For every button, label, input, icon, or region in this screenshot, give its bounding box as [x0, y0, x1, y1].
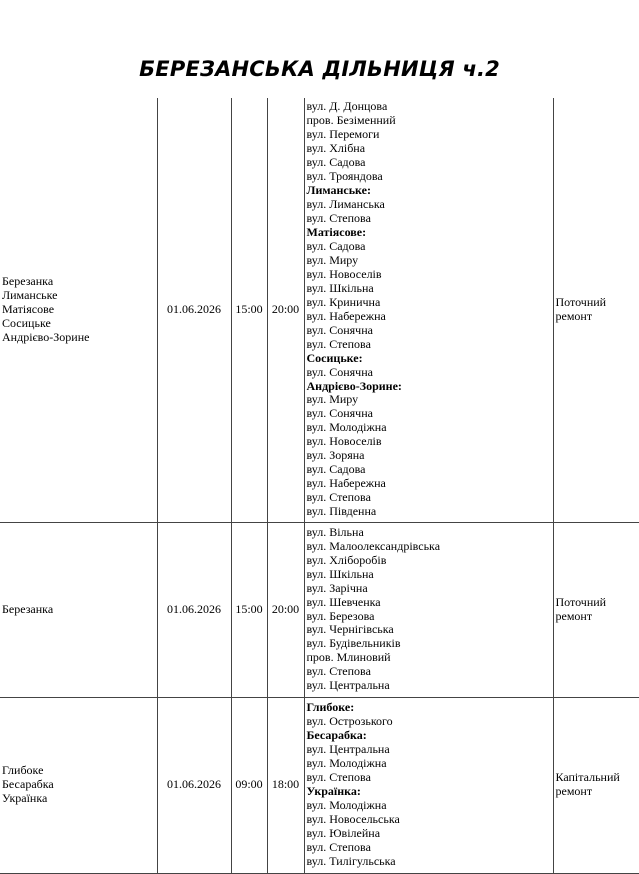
street-item: вул. Перемоги — [306, 127, 380, 142]
street-item: вул. Набережна — [306, 476, 386, 491]
street-item: вул. Шкільна — [306, 280, 374, 295]
street-item: вул. Молодіжна — [306, 420, 387, 435]
settlement-heading: Глибоке: — [306, 700, 355, 715]
street-item: вул. Набережна — [306, 308, 386, 323]
settlement-heading: Українка: — [306, 784, 361, 798]
table-row — [0, 522, 639, 697]
end-time-cell: 20:00 — [267, 98, 304, 522]
street-item: вул. Центральна — [306, 742, 390, 757]
date-cell: 01.06.2026 — [157, 522, 231, 697]
street-item: вул. Степова — [306, 770, 371, 785]
settlements-cell: Березанка Лиманське Матіясове Сосицьке Андрієво-Зорине — [0, 98, 157, 522]
settlements-cell: Березанка — [0, 522, 157, 697]
street-item: вул. Шевченка — [306, 594, 381, 609]
street-item: вул. Степова — [306, 664, 371, 679]
settlement-heading: Бесарабка: — [306, 728, 367, 743]
street-item: вул. Степова — [306, 839, 371, 854]
street-item: вул. Вільна — [306, 524, 364, 539]
street-item: вул. Зарічна — [306, 580, 368, 595]
street-item: вул. Сонячна — [306, 406, 373, 421]
street-item: вул. Південна — [306, 504, 377, 519]
street-item: вул. Малоолександрівська — [306, 538, 441, 553]
street-item: вул. Будівельників — [306, 636, 401, 651]
street-item: вул. Новосельська — [306, 811, 400, 826]
settlement-heading: Сосицьке: — [306, 350, 363, 365]
date-cell: 01.06.2026 — [157, 697, 231, 873]
street-item: вул. Степова — [306, 211, 371, 226]
street-item: вул. Новоселів — [306, 266, 382, 281]
street-item: вул. Острозького — [306, 714, 393, 729]
street-item: вул. Миру — [306, 392, 359, 407]
street-item: вул. Садова — [306, 462, 366, 477]
work-type-cell: Поточний ремонт — [553, 522, 639, 697]
outage-schedule-table — [0, 98, 639, 874]
street-item: вул. Хлібна — [306, 141, 366, 156]
street-item: вул. Миру — [306, 252, 359, 267]
street-item: вул. Лиманська — [306, 197, 385, 212]
settlements-cell: Глибоке Бесарабка Українка — [0, 697, 157, 873]
streets-cell — [304, 697, 553, 873]
settlement-heading: Лиманське: — [306, 183, 371, 198]
street-item: пров. Млиновий — [306, 650, 391, 665]
table-row — [0, 98, 639, 522]
street-item: вул. Тилігульська — [306, 853, 396, 868]
settlement-heading: Андрієво-Зорине: — [306, 378, 402, 393]
street-item: вул. Молодіжна — [306, 756, 387, 771]
street-item: вул. Садова — [306, 238, 366, 253]
end-time-cell: 18:00 — [267, 697, 304, 873]
start-time-cell: 15:00 — [231, 522, 267, 697]
street-item: вул. Новоселів — [306, 434, 382, 449]
street-item: вул. Чернігівська — [306, 622, 394, 637]
street-item: вул. Кринична — [306, 294, 381, 309]
street-item: вул. Сонячна — [306, 364, 373, 379]
street-item: вул. Трояндова — [306, 169, 383, 184]
page-title: БЕРЕЗАНСЬКА ДІЛЬНИЦЯ ч.2 — [139, 57, 500, 81]
street-item: вул. Ювілейна — [306, 825, 381, 840]
street-item: вул. Березова — [306, 608, 375, 623]
end-time-cell: 20:00 — [267, 522, 304, 697]
street-item: вул. Сонячна — [306, 322, 373, 337]
streets-cell — [304, 98, 553, 522]
work-type-cell: Капітальний ремонт — [553, 697, 639, 873]
settlement-heading: Матіясове: — [306, 225, 367, 240]
work-type-cell: Поточний ремонт — [553, 98, 639, 522]
street-item: вул. Молодіжна — [306, 797, 387, 812]
street-item: вул. Шкільна — [306, 566, 374, 581]
street-item: вул. Садова — [306, 155, 366, 170]
start-time-cell: 09:00 — [231, 697, 267, 873]
date-cell: 01.06.2026 — [157, 98, 231, 522]
street-item: вул. Степова — [306, 336, 371, 351]
street-item: вул. Центральна — [306, 678, 390, 693]
table-row — [0, 697, 639, 873]
street-item: вул. Д. Донцова — [306, 99, 388, 114]
street-item: пров. Безіменний — [306, 113, 396, 128]
street-item: вул. Хліборобів — [306, 552, 387, 567]
street-item: вул. Зоряна — [306, 448, 365, 463]
streets-cell — [304, 522, 553, 697]
start-time-cell: 15:00 — [231, 98, 267, 522]
street-item: вул. Степова — [306, 490, 371, 505]
